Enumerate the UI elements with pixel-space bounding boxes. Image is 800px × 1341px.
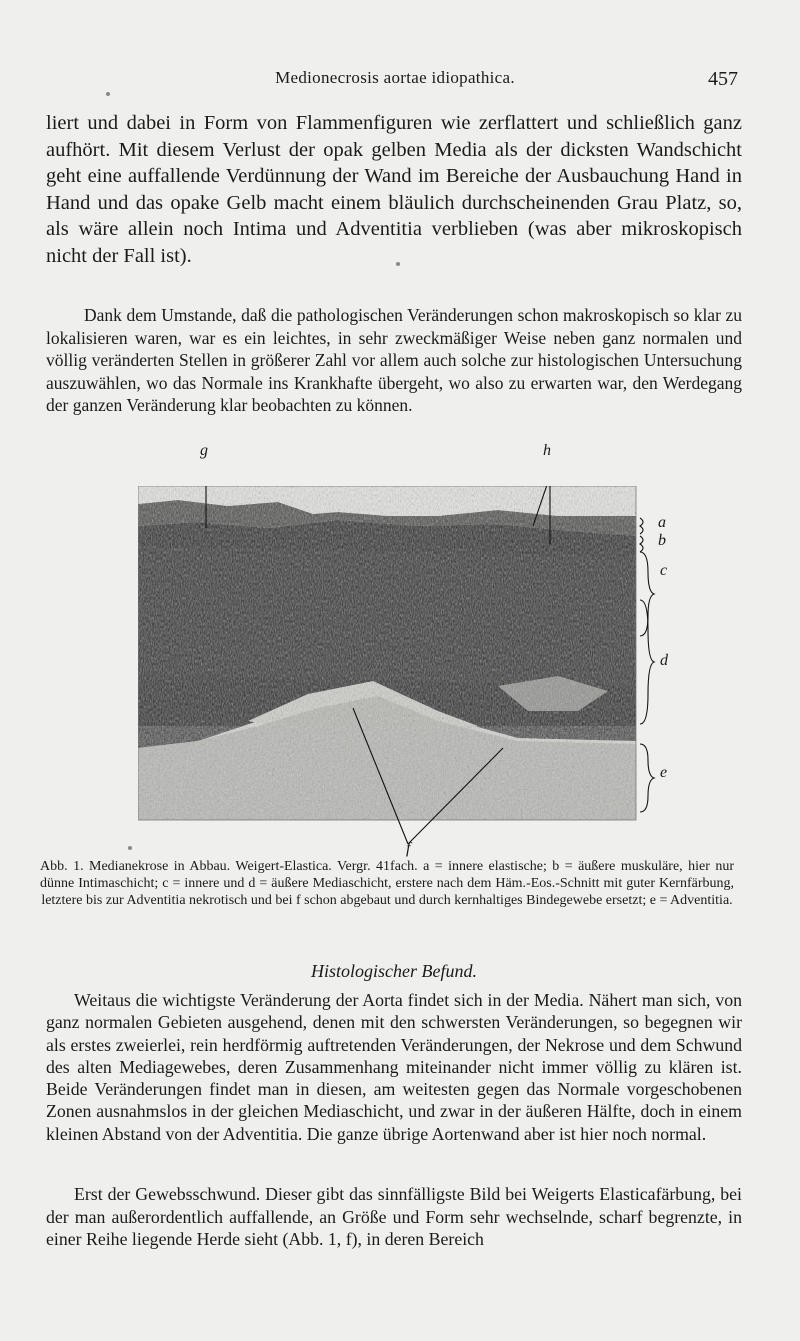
micrograph-image: [138, 486, 698, 866]
section-heading: Histologischer Befund.: [311, 961, 477, 981]
ink-speck: [128, 846, 132, 850]
running-head: [48, 64, 742, 94]
paragraph-1: [46, 110, 742, 269]
paragraph-2: [46, 304, 742, 417]
figure-label-g: g: [200, 442, 208, 459]
ink-speck: [106, 92, 110, 96]
figure-label-e: e: [660, 764, 668, 781]
paragraph-1-text: liert und dabei in Form von Flammenfiguren wie zerflattert und schließlich ganz aufhört. Mit diesem Verlust der opak gelben Media als der dicksten Wandschicht geht eine auffallende Verdünnung der Wand im Bereiche der Ausbauchung Hand in Hand und das opake Gelb macht einem bläulich durchscheinenden Grau Platz, so, als wäre allein noch Intima und Adventitia verblieben (was aber mikroskopisch nicht der Fall ist).: [46, 112, 742, 267]
figure-label-c: c: [660, 562, 668, 579]
figure-label-d: d: [660, 652, 668, 669]
paragraph-4-text: Erst der Gewebsschwund. Dieser gibt das sinnfälligste Bild bei Weigerts Elasticafärbung, bei der man außerordentlich auffallende, an Größe und Form sehr wechselnde, scharf begrenzte, in einer Reihe liegende Herde sieht (Abb. 1, f), in deren Bereich: [46, 1184, 742, 1250]
figure-label-b: b: [658, 532, 666, 549]
ink-speck: [396, 262, 400, 266]
paragraph-3-text: Weitaus die wichtigste Veränderung der Aorta findet sich in der Media. Nähert man sich, von ganz normalen Gebieten ausgehend, denen mit den schwersten Veränderungen, so begegnen wir als erstes zweierlei, rein herdförmig auftretenden Veränderungen, der Nekrose und dem Schwund des alten Mediagewebes, deren Zusammenhang miteinander nicht immer völlig zu klären ist. Beide Veränderungen findet man in diesen, am weitesten gegen das Normale vorgeschobenen Zonen ausnahmslos in der gleichen Mediaschicht, und zwar in der äußeren Hälfte, doch in einem kleinen Abstand von der Adventitia. Die ganze übrige Aortenwand aber ist hier noch normal.: [46, 990, 742, 1144]
figure-label-f: f: [406, 840, 411, 857]
running-title: Medionecrosis aortae idiopathica.: [275, 68, 515, 87]
figure-caption: Abb. 1. Medianekrose in Abbau. Weigert-Elastica. Vergr. 41fach. a = innere elastische; b = äußere muskuläre, hier nur dünne Intimaschicht; c = innere und d = äußere Mediaschicht, erstere nach dem Häm.-Eos.-Schnitt mit guter Kernfärbung, letztere bis zur Adventitia nekrotisch und bei f schon abgebaut und durch kernhaltiges Bindegewebe ersetzt; e = Adventitia.: [40, 859, 734, 908]
paragraph-2-text: Dank dem Umstande, daß die pathologischen Veränderungen schon makroskopisch so klar zu lokalisieren waren, war es ein leichtes, in sehr zweckmäßiger Weise neben ganz normalen und völlig veränderten Stellen in größerer Zahl vor allem auch solche zur histologischen Untersuchung auszuwählen, wo das Normale ins Krankhafte übergeht, wo also zu erwarten war, den Werdegang der ganzen Veränderung klar beobachten zu können.: [46, 305, 742, 415]
micrograph-tissue: [138, 486, 636, 820]
page-number: 457: [708, 68, 738, 90]
figure-label-h: h: [543, 442, 551, 459]
paragraph-3: [46, 989, 742, 1145]
figure-1: [138, 442, 698, 862]
figure-label-a: a: [658, 514, 666, 531]
paragraph-4: [46, 1183, 742, 1251]
